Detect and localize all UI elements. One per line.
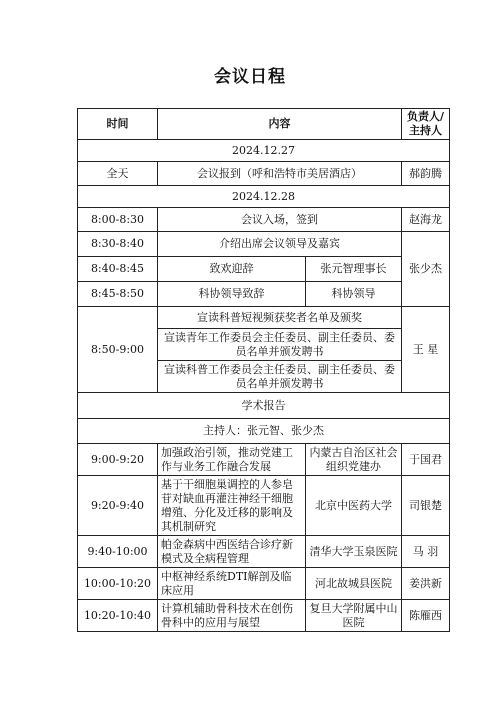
page-title: 会议日程 xyxy=(214,67,286,87)
header-time: 时间 xyxy=(78,109,158,140)
table-row xyxy=(78,307,450,329)
row-time: 全天 xyxy=(78,162,158,186)
talk-topic: 中枢神经系统DTI解剖及临床应用 xyxy=(158,568,306,600)
talk-topic: 基于干细胞巢调控的人参皂苷对缺血再灌注神经干细胞增殖、分化及迁移的影响及其机制研究 xyxy=(158,476,306,536)
table-row xyxy=(78,208,450,232)
row-org: 科协领导 xyxy=(306,282,402,307)
date-day2: 2024.12.28 xyxy=(78,186,450,208)
row-time: 8:40-8:45 xyxy=(78,257,158,282)
talk-org: 河北故城县医院 xyxy=(306,568,402,600)
row-host: 张少杰 xyxy=(402,232,450,307)
row-content: 宣读科普短视频获奖者名单及颁奖 xyxy=(158,307,402,329)
row-org: 张元智理事长 xyxy=(306,257,402,282)
header-host: 负责人/主持人 xyxy=(402,109,450,140)
table-row xyxy=(78,444,450,476)
row-time: 8:00-8:30 xyxy=(78,208,158,232)
row-time: 8:30-8:40 xyxy=(78,232,158,257)
talk-speaker: 司银楚 xyxy=(402,476,450,536)
table-row xyxy=(78,282,450,307)
date-row xyxy=(78,140,450,162)
row-time: 8:50-9:00 xyxy=(78,307,158,393)
talk-topic: 帕金森病中西医结合诊疗新模式及全病程管理 xyxy=(158,536,306,568)
table-row xyxy=(78,600,450,632)
row-content: 介绍出席会议领导及嘉宾 xyxy=(158,232,402,257)
table-row xyxy=(78,568,450,600)
date-row xyxy=(78,186,450,208)
row-content: 科协领导致辞 xyxy=(158,282,306,307)
section-hosts: 主持人：张元智、张少杰 xyxy=(78,419,450,444)
talk-topic: 计算机辅助骨科技术在创伤骨科中的应用与展望 xyxy=(158,600,306,632)
talk-speaker: 于国君 xyxy=(402,444,450,476)
talk-time: 10:00-10:20 xyxy=(78,568,158,600)
table-row xyxy=(78,232,450,257)
talk-time: 9:20-9:40 xyxy=(78,476,158,536)
section-row xyxy=(78,419,450,444)
section-row xyxy=(78,393,450,419)
talk-time: 9:00-9:20 xyxy=(78,444,158,476)
table-row xyxy=(78,536,450,568)
table-row xyxy=(78,476,450,536)
talk-speaker: 陈雁西 xyxy=(402,600,450,632)
talk-time: 10:20-10:40 xyxy=(78,600,158,632)
talk-org: 清华大学玉泉医院 xyxy=(306,536,402,568)
talk-topic: 加强政治引领，推动党建工作与业务工作融合发展 xyxy=(158,444,306,476)
table-row xyxy=(78,162,450,186)
agenda-table xyxy=(77,108,450,632)
talk-org: 内蒙古自治区社会组织党建办 xyxy=(306,444,402,476)
row-content: 会议报到（呼和浩特市美居酒店） xyxy=(158,162,402,186)
table-header-row xyxy=(78,109,450,140)
talk-time: 9:40-10:00 xyxy=(78,536,158,568)
talk-org: 复旦大学附属中山医院 xyxy=(306,600,402,632)
row-time: 8:45-8:50 xyxy=(78,282,158,307)
header-content: 内容 xyxy=(158,109,402,140)
row-content: 致欢迎辞 xyxy=(158,257,306,282)
row-host: 赵海龙 xyxy=(402,208,450,232)
date-day1: 2024.12.27 xyxy=(78,140,450,162)
talk-speaker: 姜洪新 xyxy=(402,568,450,600)
row-content: 宣读青年工作委员会主任委员、副主任委员、委员名单并颁发聘书 xyxy=(158,329,402,361)
row-host: 郝韵腾 xyxy=(402,162,450,186)
row-host: 王 星 xyxy=(402,307,450,393)
section-title: 学术报告 xyxy=(78,393,450,419)
row-content: 会议入场，签到 xyxy=(158,208,402,232)
table-row xyxy=(78,257,450,282)
talk-speaker: 马 羽 xyxy=(402,536,450,568)
row-content: 宣读科普工作委员会主任委员、副主任委员、委员名单并颁发聘书 xyxy=(158,361,402,393)
talk-org: 北京中医药大学 xyxy=(306,476,402,536)
